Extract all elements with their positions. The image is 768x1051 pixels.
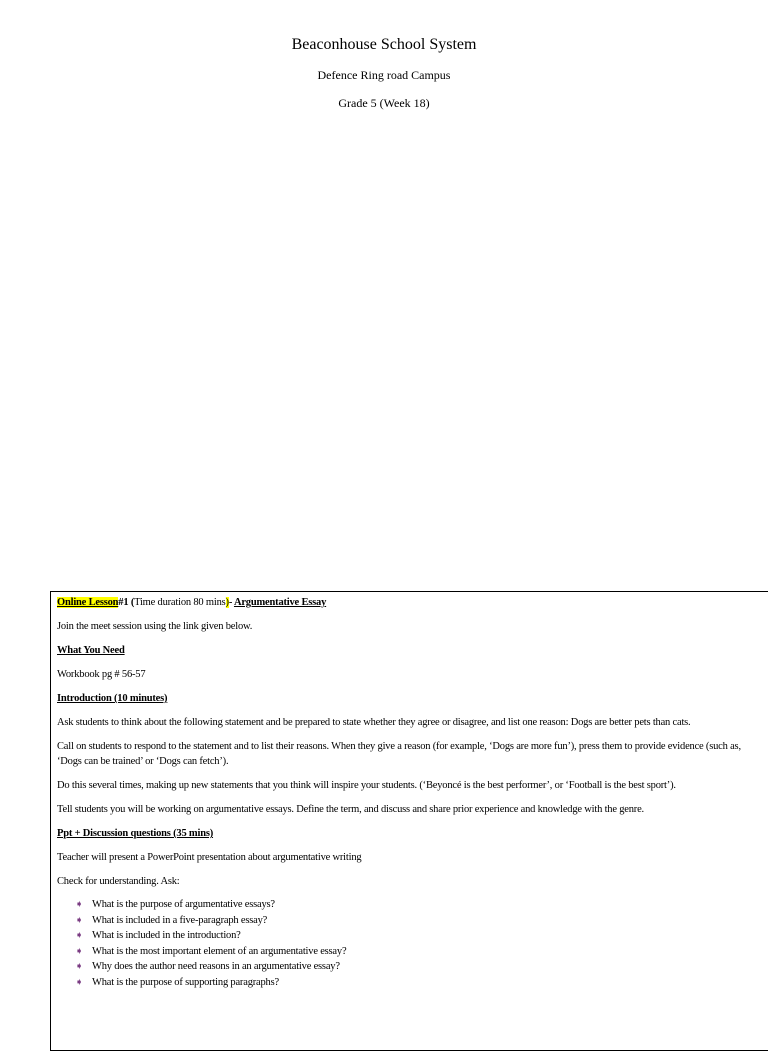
list-item: ➧ What is the most important element of an argumentative essay? [75, 944, 767, 960]
intro-paragraph-2: Call on students to respond to the statement and to list their reasons. When they give a reason (for example, ‘Dogs are more fun’), press them to provide evidence (such as, ‘Dogs can be trained’ or ‘Dogs can fetch’). [57, 741, 741, 767]
intro-heading: Introduction (10 minutes) [57, 693, 168, 704]
need-text: Workbook pg # 56-57 [57, 669, 146, 680]
arrow-bullet-icon: ➧ [75, 961, 84, 972]
arrow-bullet-icon: ➧ [75, 899, 84, 910]
arrow-bullet-icon: ➧ [75, 945, 84, 957]
title-dash: - [228, 597, 234, 608]
online-lesson-label: Online Lesson [57, 597, 119, 608]
intro-paragraph-1: Ask students to think about the following statement and be prepared to state whether they agree or disagree, and list one reason: Dogs are better pets than cats. [57, 717, 691, 728]
list-item: ➧ Why does the author need reasons in an argumentative essay? [75, 959, 767, 975]
arrow-bullet-icon: ➧ [75, 930, 84, 941]
join-instruction: Join the meet session using the link given below. [57, 621, 253, 632]
list-item: ➧ What is included in a five-paragraph essay? [75, 913, 767, 929]
list-item: ➧ What is included in the introduction? [75, 928, 767, 944]
paren-close: ) [225, 597, 229, 608]
paren-open: ( [130, 597, 135, 608]
lesson-duration: Time duration 80 mins [134, 597, 226, 608]
lesson-number: #1 [118, 597, 131, 608]
campus-name: Defence Ring road Campus [317, 68, 451, 82]
intro-paragraph-4: Tell students you will be working on argumentative essays. Define the term, and discuss and share prior experience and knowledge with the genre. [57, 804, 644, 815]
need-heading: What You Need [57, 645, 125, 656]
list-item: ➧ What is the purpose of argumentative essays? [75, 897, 767, 913]
arrow-bullet-icon: ➧ [75, 914, 84, 926]
ppt-heading: Ppt + Discussion questions (35 mins) [57, 828, 214, 839]
lesson-title [57, 595, 767, 610]
check-text: Check for understanding. Ask: [57, 876, 180, 887]
ppt-text: Teacher will present a PowerPoint presentation about argumentative writing [57, 852, 362, 863]
grade-week: Grade 5 (Week 18) [338, 96, 430, 110]
arrow-bullet-icon: ➧ [75, 976, 84, 988]
list-item: ➧ What is the purpose of supporting paragraphs? [75, 975, 767, 991]
school-name: Beaconhouse School System [291, 36, 477, 53]
lesson-plan-table [50, 591, 768, 1051]
question-list [57, 897, 767, 990]
lesson-topic: Argumentative Essay [233, 597, 327, 608]
intro-paragraph-3: Do this several times, making up new statements that you think will inspire your students. (‘Beyoncé is the best performer’, or ‘Football is the best sport’). [57, 780, 676, 791]
